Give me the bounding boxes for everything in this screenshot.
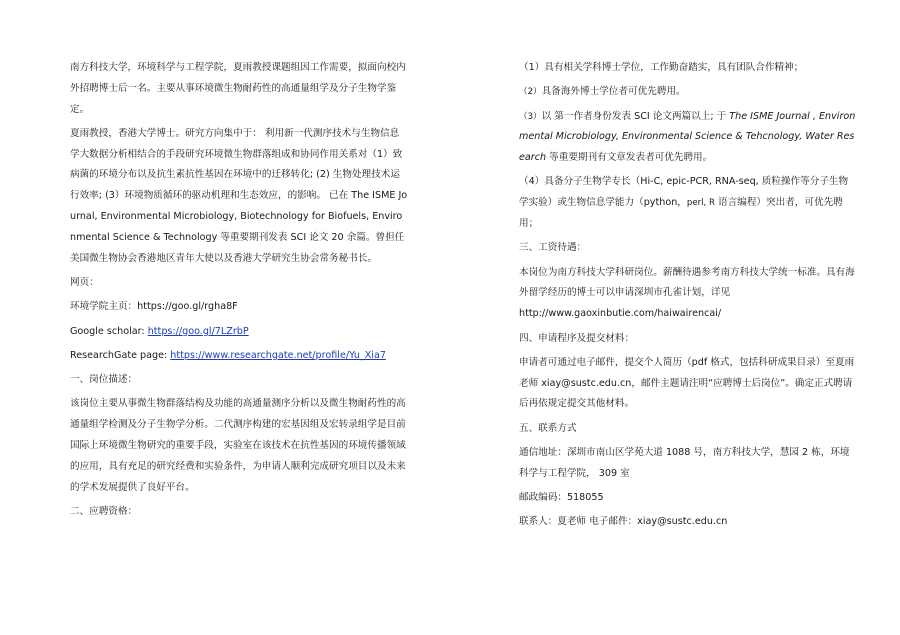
google-scholar-line [70, 322, 408, 343]
env-homepage-line [70, 297, 408, 318]
section1-title: 一、岗位描述： [70, 374, 138, 386]
web-heading: 网页： [70, 276, 99, 288]
requirement-3-number: （3） [519, 111, 542, 122]
google-scholar-label: Google scholar: [70, 325, 148, 337]
contact-postcode: 邮政编码：518055 [519, 492, 604, 504]
contact-person: 联系人：夏老师 电子邮件：xiay@sustc.edu.cn [519, 516, 728, 528]
requirement-1: （1）具有相关学科博士学位，工作勤奋踏实，具有团队合作精神； [519, 62, 804, 73]
requirement-3 [519, 107, 857, 169]
requirement-4-tail: 语言编程）突出者，可优先聘用； [519, 197, 843, 230]
right-column [519, 58, 857, 537]
section5-title: 五、联系方式 [519, 422, 577, 434]
section4-title: 四、申请程序及提交材料： [519, 332, 635, 344]
requirement-4-head: （4）具备分子生物学专长（Hi-C, epic-PCR, RNA-seq, 质粒操作等分子生物学实验）或生物信息学能力（python， [519, 176, 849, 209]
section3-text: 本岗位为南方科技大学科研岗位。薪酬待遇参考南方科技大学统一标准。具有海外留学经历的博士可以申请深圳市孔雀计划，详见 [519, 266, 855, 299]
researchgate-link[interactable]: https://www.researchgate.net/profile/Yu_Xia7 [170, 349, 386, 361]
requirement-2-number: （2） [519, 87, 542, 98]
requirement-2-text: 具备海外博士学位者可优先聘用。 [541, 86, 686, 98]
bio-paragraph: 夏雨教授，香港大学博士。研究方向集中于： 利用新一代测序技术与生物信息学大数据分析相结合的手段研究环境微生物群落组成和协同作用关系对（1）致病菌的环境分布以及抗生素抗性基因在环境中的迁移转化; (2) 生物处理技术运行效率; (3）环境物质循环的驱动机理和生态效应，的影响。 已在 The ISME Journal, Environmental Microbiology, Biotechnology for Biofuels, Environmental Science & Technology 等重要期刊发表 SCI 论文 20 余篇。曾担任美国微生物协会香港地区青年大使以及香港大学研究生协会常务秘书长。 [70, 127, 408, 264]
requirement-4-small: perl, R [686, 198, 715, 209]
researchgate-line [70, 346, 408, 367]
section4-text: 申请者可通过电子邮件，提交个人简历（pdf 格式，包括科研成果目录）至夏雨老师 xiay@sustc.edu.cn，邮件主题请注明“应聘博士后岗位”。确定正式聘请后再依规定提交其他材料。 [519, 356, 855, 410]
section2-title: 二、应聘资格： [70, 505, 138, 517]
section3-url: http://www.gaoxinbutie.com/haiwairencai/ [519, 308, 722, 320]
intro-paragraph: 南方科技大学，环境科学与工程学院，夏雨教授课题组因工作需要，拟面向校内外招聘博士后一名。主要从事环境微生物耐药性的高通量组学及分子生物学鉴定。 [70, 62, 406, 115]
section1-text: 该岗位主要从事微生物群落结构及功能的高通量测序分析以及微生物耐药性的高通量组学检测及分子生物学分析。二代测序构建的宏基因组及宏转录组学是目前国际上环境微生物研究的重要手段，实验室在该技术在抗性基因的环境传播领域的应用，具有充足的研究经费和实验条件，为申请人顺利完成研究项目以及未来的学术发展提供了良好平台。 [70, 398, 406, 493]
google-scholar-link[interactable]: https://goo.gl/7LZrbP [147, 325, 249, 337]
requirement-4 [519, 172, 857, 234]
requirement-3-tail: 等重要期刊有文章发表者可优先聘用。 [546, 152, 713, 164]
requirement-2 [519, 82, 857, 103]
requirement-3-journals: The ISME Journal , Environmental Microbiology, Environmental Science & Tehcnology, Water Research [519, 110, 856, 164]
contact-address: 通信地址：深圳市南山区学苑大道 1088 号，南方科技大学，慧园 2 栋，环境科学与工程学院， 309 室 [519, 447, 850, 479]
env-homepage-url: https://goo.gl/rgha8F [137, 301, 238, 313]
env-homepage-label: 环境学院主页： [70, 301, 138, 313]
requirement-3-text: 以 第一作者身份发表 SCI 论文两篇以上; 于 [541, 110, 730, 122]
section3-title: 三、工资待遇： [519, 242, 587, 254]
left-column [70, 58, 408, 526]
researchgate-label: ResearchGate page: [70, 349, 171, 361]
